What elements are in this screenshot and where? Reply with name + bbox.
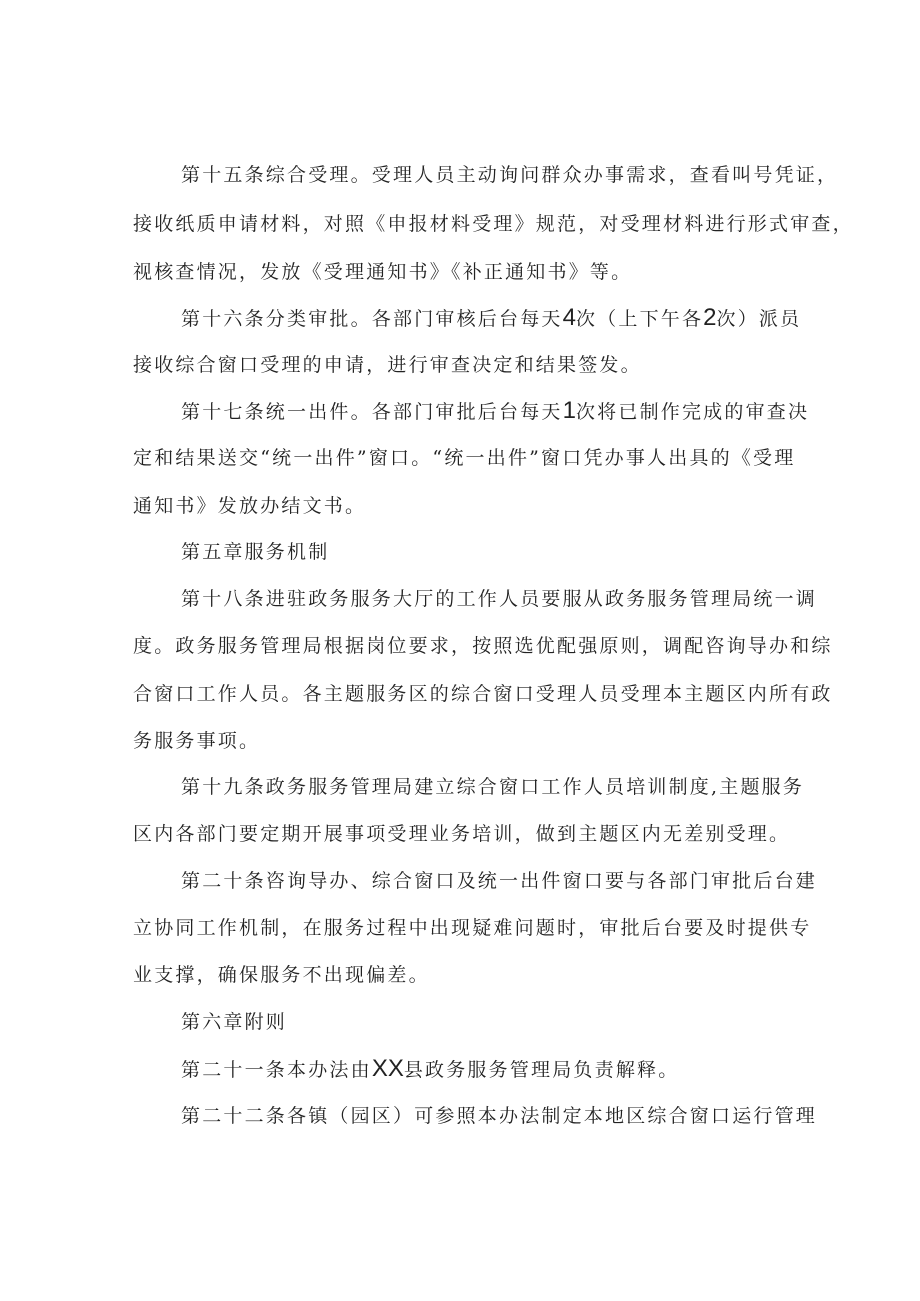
article-16-line-1 — [181, 306, 801, 331]
article-17-line-2: 定和结果送交“统一出件”窗口。“统一出件”窗口凭办事人出具的《受理 — [133, 447, 796, 469]
article-21-text-a: 第二十一条本办法由 — [181, 1059, 372, 1081]
article-17-line-3: 通知书》发放办结文书。 — [133, 495, 367, 517]
article-20-line-1: 第二十条咨询导办、综合窗口及统一出件窗口要与各部门审批后台建 — [181, 870, 818, 892]
article-15-line-1: 第十五条综合受理。受理人员主动询问群众办事需求，查看叫号凭证， — [181, 164, 839, 186]
article-16-text-c: 次）派员 — [716, 308, 802, 330]
article-22-line-1: 第二十二条各镇（园区）可参照本办法制定本地区综合窗口运行管理 — [181, 1105, 818, 1127]
article-21-line-1 — [181, 1057, 679, 1082]
article-18-line-1: 第十八条进驻政务服务大厅的工作人员要服从政务服务管理局统一调 — [181, 588, 818, 610]
article-16-number-half: 2 — [703, 304, 717, 331]
county-placeholder: XX — [371, 1055, 404, 1082]
article-18-line-3: 合窗口工作人员。各主题服务区的综合窗口受理人员受理本主题区内所有政 — [133, 683, 833, 705]
article-20-line-3: 业支撑，确保服务不出现偏差。 — [133, 964, 430, 986]
article-17-text-b: 次将已制作完成的审查决 — [575, 401, 810, 423]
article-15-line-2: 接收纸质申请材料，对照《申报材料受理》规范，对受理材料进行形式审查， — [133, 213, 854, 235]
article-19-line-1: 第十九条政务服务管理局建立综合窗口工作人员培训制度,主题服务 — [181, 776, 805, 798]
article-17-line-1 — [181, 399, 809, 424]
article-19-line-2: 区内各部门要定期开展事项受理业务培训，做到主题区内无差别受理。 — [133, 823, 791, 845]
article-18-line-2: 度。政务服务管理局根据岗位要求，按照选优配强原则，调配咨询导办和综 — [133, 635, 833, 657]
article-18-line-4: 务服务事项。 — [133, 730, 261, 752]
article-16-line-2: 接收综合窗口受理的申请，进行审查决定和结果签发。 — [133, 354, 642, 376]
article-17-number: 1 — [562, 397, 576, 424]
chapter-6-heading: 第六章附则 — [181, 1011, 288, 1033]
article-15-line-3: 视核查情况，发放《受理通知书》《补正通知书》等。 — [133, 261, 633, 283]
article-20-line-2: 立协同工作机制，在服务过程中出现疑难问题时，审批后台要及时提供专 — [133, 917, 812, 939]
article-16-text-a: 第十六条分类审批。各部门审核后台每天 — [181, 308, 563, 330]
chapter-5-heading: 第五章服务机制 — [181, 541, 330, 563]
article-17-text-a: 第十七条统一出件。各部门审批后台每天 — [181, 401, 563, 423]
article-16-text-b: 次（上下午各 — [575, 308, 704, 330]
article-21-text-b: 县政务服务管理局负责解释。 — [403, 1059, 680, 1081]
article-16-number-daily: 4 — [562, 304, 576, 331]
